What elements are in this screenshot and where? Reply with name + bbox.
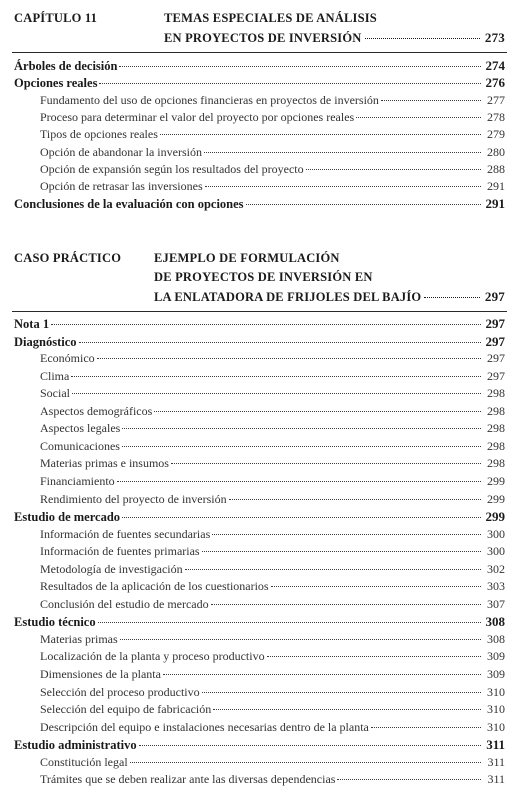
leader-dots — [306, 169, 481, 170]
leader-dots — [202, 692, 481, 693]
entry-page-number: 298 — [487, 438, 505, 453]
toc-subsection-entry — [40, 144, 505, 161]
toc-section-entry — [14, 315, 505, 332]
entry-page-number: 308 — [487, 631, 505, 646]
chapter-heading — [14, 11, 505, 47]
toc-subsection-entry — [40, 719, 505, 736]
entry-page-number: 278 — [487, 109, 505, 124]
leader-dots — [98, 622, 481, 623]
entry-title: Rendimiento del proyecto de inversión — [40, 491, 227, 506]
toc-subsection-entry — [40, 438, 505, 455]
leader-dots — [71, 376, 481, 377]
leader-dots — [51, 324, 481, 325]
entry-page-number: 291 — [485, 196, 505, 212]
case-page: 297 — [484, 289, 505, 304]
toc-subsection-entry — [40, 455, 505, 472]
leader-dots — [171, 463, 481, 464]
toc-subsection-entry — [40, 385, 505, 402]
toc-subsection-entry — [40, 754, 505, 771]
entry-page-number: 298 — [487, 456, 505, 471]
entry-page-number: 310 — [487, 719, 505, 734]
toc-subsection-entry — [40, 631, 505, 648]
entry-title: Resultados de la aplicación de los cuestionarios — [40, 579, 269, 594]
leader-dots — [99, 83, 481, 84]
case-title-line-1: EJEMPLO DE FORMULACIÓN — [154, 251, 340, 265]
toc-subsection-entry — [40, 403, 505, 420]
leader-dots — [122, 428, 481, 429]
entry-page-number: 297 — [485, 316, 505, 331]
leader-dots — [185, 569, 481, 570]
toc-section-entry — [14, 195, 505, 212]
case-rule — [12, 311, 507, 312]
toc-subsection-entry — [40, 666, 505, 683]
entry-page-number: 297 — [487, 351, 505, 366]
toc-subsection-entry — [40, 368, 505, 385]
entry-title: Dimensiones de la planta — [40, 667, 161, 681]
entry-title: Selección del proceso productivo — [40, 684, 200, 699]
entry-title: Clima — [40, 368, 70, 383]
toc-section-entry — [14, 613, 505, 630]
case-label: CASO PRÁCTICO — [14, 251, 122, 265]
entry-page-number: 276 — [485, 75, 505, 91]
leader-dots — [72, 393, 481, 394]
entry-title: Estudio de mercado — [14, 510, 121, 525]
entry-title: Nota 1 — [14, 317, 50, 331]
entry-title: Información de fuentes secundarias — [40, 526, 211, 541]
leader-dots — [119, 66, 481, 67]
entry-page-number: 311 — [486, 737, 505, 753]
leader-dots — [130, 762, 481, 763]
entry-page-number: 307 — [487, 596, 505, 611]
leader-dots — [122, 517, 481, 518]
entry-page-number: 280 — [487, 144, 505, 159]
leader-dots — [267, 656, 481, 657]
chapter-label: CAPÍTULO 11 — [14, 11, 98, 25]
case-heading — [14, 251, 505, 307]
toc-subsection-entry — [40, 526, 505, 543]
entry-title: Información de fuentes primarias — [40, 544, 200, 559]
entry-title: Materias primas — [40, 631, 118, 646]
chapter-title-line-1: TEMAS ESPECIALES DE ANÁLISIS — [164, 11, 377, 25]
entry-title: Comunicaciones — [40, 438, 120, 453]
chapter-page: 273 — [484, 30, 505, 45]
entry-title: Aspectos legales — [40, 421, 121, 436]
entry-page-number: 274 — [485, 58, 505, 73]
leader-dots — [202, 551, 481, 552]
toc-section-entry — [14, 508, 505, 525]
entry-page-number: 310 — [487, 702, 505, 717]
entry-title: Árboles de decisión — [14, 59, 118, 73]
entry-title: Conclusión del estudio de mercado — [40, 596, 209, 611]
leader-dots — [97, 358, 481, 359]
toc-subsection-entry — [40, 109, 505, 126]
entry-title: Metodología de investigación — [40, 561, 183, 576]
entry-page-number: 298 — [487, 421, 505, 436]
entry-title: Fundamento del uso de opciones financieras en proyectos de inversión — [40, 92, 379, 107]
chapter-title-line-2: EN PROYECTOS DE INVERSIÓN 273 — [164, 30, 505, 45]
case-title-line-2: DE PROYECTOS DE INVERSIÓN EN — [154, 270, 373, 284]
entry-page-number: 288 — [487, 161, 505, 176]
leader-dots — [246, 204, 481, 205]
entry-title: Conclusiones de la evaluación con opciones — [14, 197, 244, 212]
entry-title: Financiamiento — [40, 473, 115, 488]
entry-title: Trámites que se deben realizar ante las diversas dependencias — [40, 772, 336, 787]
leader-dots — [337, 779, 481, 780]
toc-subsection-entry — [40, 178, 505, 195]
toc-subsection-entry — [40, 561, 505, 578]
leader-dots — [211, 604, 481, 605]
toc-subsection-entry — [40, 350, 505, 367]
leader-dots — [154, 411, 481, 412]
entry-page-number: 300 — [487, 526, 505, 541]
leader-dots — [424, 297, 480, 298]
entry-title: Tipos de opciones reales — [40, 127, 158, 142]
entry-page-number: 297 — [485, 333, 505, 349]
entry-page-number: 302 — [487, 561, 505, 576]
toc-section-entry — [14, 333, 505, 350]
entry-page-number: 299 — [485, 509, 505, 525]
toc-section-entry — [14, 74, 505, 91]
entry-title: Opción de retrasar las inversiones — [40, 179, 203, 194]
leader-dots — [212, 534, 481, 535]
entry-title: Estudio técnico — [14, 615, 96, 630]
leader-dots — [371, 727, 481, 728]
toc-subsection-entry — [40, 596, 505, 613]
entry-page-number: 303 — [487, 579, 505, 594]
entry-page-number: 299 — [487, 491, 505, 506]
toc-subsection-entry — [40, 684, 505, 701]
entry-title: Selección del equipo de fabricación — [40, 702, 212, 717]
entry-page-number: 308 — [485, 614, 505, 630]
entry-title: Estudio administrativo — [14, 738, 137, 753]
entry-title: Social — [40, 386, 70, 401]
leader-dots — [205, 186, 481, 187]
toc-subsection-entry — [40, 701, 505, 718]
toc-subsection-entry — [40, 771, 505, 788]
entry-title: Diagnóstico — [14, 334, 77, 349]
leader-dots — [356, 117, 481, 118]
leader-dots — [163, 674, 481, 675]
entry-page-number: 309 — [487, 667, 505, 681]
leader-dots — [117, 481, 481, 482]
toc-subsection-entry — [40, 126, 505, 143]
leader-dots — [271, 586, 481, 587]
leader-dots — [79, 342, 482, 343]
entry-title: Proceso para determinar el valor del proyecto por opciones reales — [40, 109, 355, 124]
toc-subsection-entry — [40, 543, 505, 560]
toc-subsection-entry — [40, 491, 505, 508]
entry-page-number: 298 — [487, 403, 505, 418]
leader-dots — [213, 709, 481, 710]
entry-title: Constitución legal — [40, 754, 128, 769]
toc-subsection-entry — [40, 578, 505, 595]
entry-page-number: 311 — [487, 772, 505, 787]
entry-title: Materias primas e insumos — [40, 456, 169, 471]
leader-dots — [365, 38, 480, 39]
toc-section-entry — [14, 57, 505, 74]
toc-subsection-entry — [40, 92, 505, 109]
entry-page-number: 277 — [487, 92, 505, 107]
leader-dots — [204, 152, 481, 153]
entry-title: Aspectos demográficos — [40, 403, 153, 418]
entry-page-number: 310 — [487, 684, 505, 699]
entry-page-number: 279 — [487, 127, 505, 142]
entry-page-number: 298 — [487, 386, 505, 401]
entry-page-number: 300 — [487, 544, 505, 559]
entry-title: Opción de abandonar la inversión — [40, 144, 202, 159]
entry-page-number: 311 — [487, 754, 505, 769]
leader-dots — [229, 499, 481, 500]
entry-page-number: 291 — [487, 179, 505, 194]
entry-title: Económico — [40, 351, 95, 366]
toc-subsection-entry — [40, 161, 505, 178]
case-title-line-3: LA ENLATADORA DE FRIJOLES DEL BAJÍO 297 — [154, 289, 505, 304]
toc-subsection-entry — [40, 420, 505, 437]
entry-title: Descripción del equipo e instalaciones necesarias dentro de la planta — [40, 719, 369, 734]
entry-title: Opción de expansión según los resultados del proyecto — [40, 161, 304, 176]
toc-section-entry — [14, 736, 505, 753]
chapter-rule — [12, 52, 507, 53]
leader-dots — [120, 639, 481, 640]
toc-subsection-entry — [40, 648, 505, 665]
leader-dots — [160, 134, 481, 135]
entry-page-number: 297 — [487, 368, 505, 383]
leader-dots — [139, 745, 481, 746]
leader-dots — [122, 446, 481, 447]
entry-page-number: 309 — [487, 649, 505, 664]
toc-subsection-entry — [40, 473, 505, 490]
entry-title: Localización de la planta y proceso productivo — [40, 649, 265, 664]
entry-title: Opciones reales — [14, 76, 98, 91]
leader-dots — [381, 100, 481, 101]
entry-page-number: 299 — [487, 473, 505, 488]
